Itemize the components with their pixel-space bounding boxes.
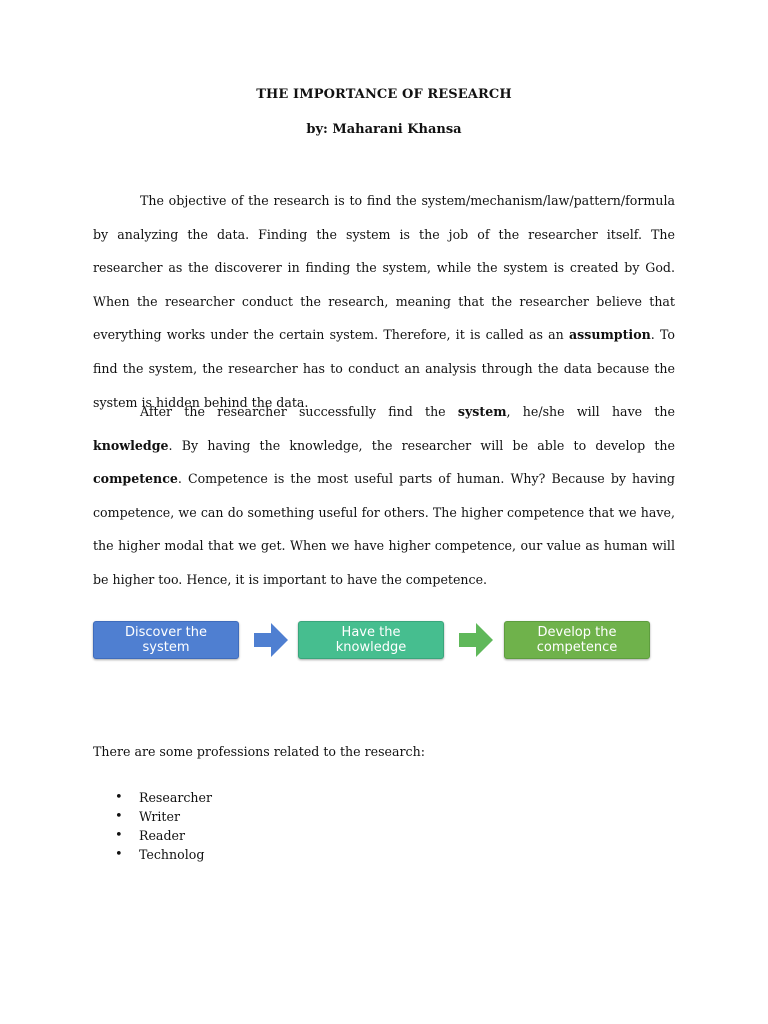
text-run: . To find the system, the researcher has to conduct an analysis through the data because the system is hidden behind the data.	[93, 327, 675, 410]
professions-intro: There are some professions related to the research:	[93, 744, 425, 759]
paragraph-competence	[93, 395, 675, 597]
bullet-icon: •	[115, 809, 123, 824]
bullet-icon: •	[115, 790, 123, 805]
right-arrow-icon	[254, 623, 288, 657]
list-item	[93, 807, 212, 826]
author-byline: by: Maharani Khansa	[306, 122, 462, 137]
flow-step-competence	[504, 621, 650, 659]
list-item-label: Reader	[139, 828, 185, 843]
flow-step-label: Discover the system	[125, 625, 207, 655]
list-item-label: Writer	[139, 809, 180, 824]
list-item-label: Technolog	[139, 847, 205, 862]
flow-step-label: Develop the competence	[536, 625, 618, 655]
list-item	[93, 826, 212, 845]
bullet-icon: •	[115, 828, 123, 843]
right-arrow-icon	[459, 623, 493, 657]
professions-list	[93, 788, 212, 864]
list-item-label: Researcher	[139, 790, 213, 805]
document-page	[93, 0, 675, 1024]
text-run: The objective of the research is to find the system/mechanism/law/pattern/formula by analyzing the data. Finding the system is the job of the researcher itself. The researcher as the discoverer in finding the system, while the system is created by God. When the researcher conduct the research, meaning that the researcher believe that everything works under the certain system. Therefore, it is called as an	[93, 193, 675, 343]
process-flow-diagram	[93, 621, 675, 661]
text-run: , he/she will have the	[506, 404, 675, 419]
bold-term: system	[457, 404, 507, 419]
bold-term: knowledge	[93, 437, 169, 453]
bullet-icon: •	[115, 847, 123, 862]
flow-step-knowledge	[298, 621, 444, 659]
flow-step-label: Have the knowledge	[335, 625, 407, 655]
text-run: . By having the knowledge, the researcher will be able to develop the	[168, 437, 675, 453]
text-run: After the researcher successfully find the	[140, 404, 458, 419]
bold-term: assumption	[568, 327, 651, 343]
text-run: . Competence is the most useful parts of human. Why? Because by having competence, we can do something useful for others. The higher competence that we have, the higher modal that we get. When we have higher competence, our value as human will be higher too. Hence, it is important to have the competence.	[93, 471, 675, 587]
list-item	[93, 788, 212, 807]
paragraph-objective	[93, 184, 675, 419]
flow-step-discover	[93, 621, 239, 659]
document-title: THE IMPORTANCE OF RESEARCH	[256, 87, 512, 102]
bold-term: competence	[93, 471, 178, 487]
list-item	[93, 845, 212, 864]
